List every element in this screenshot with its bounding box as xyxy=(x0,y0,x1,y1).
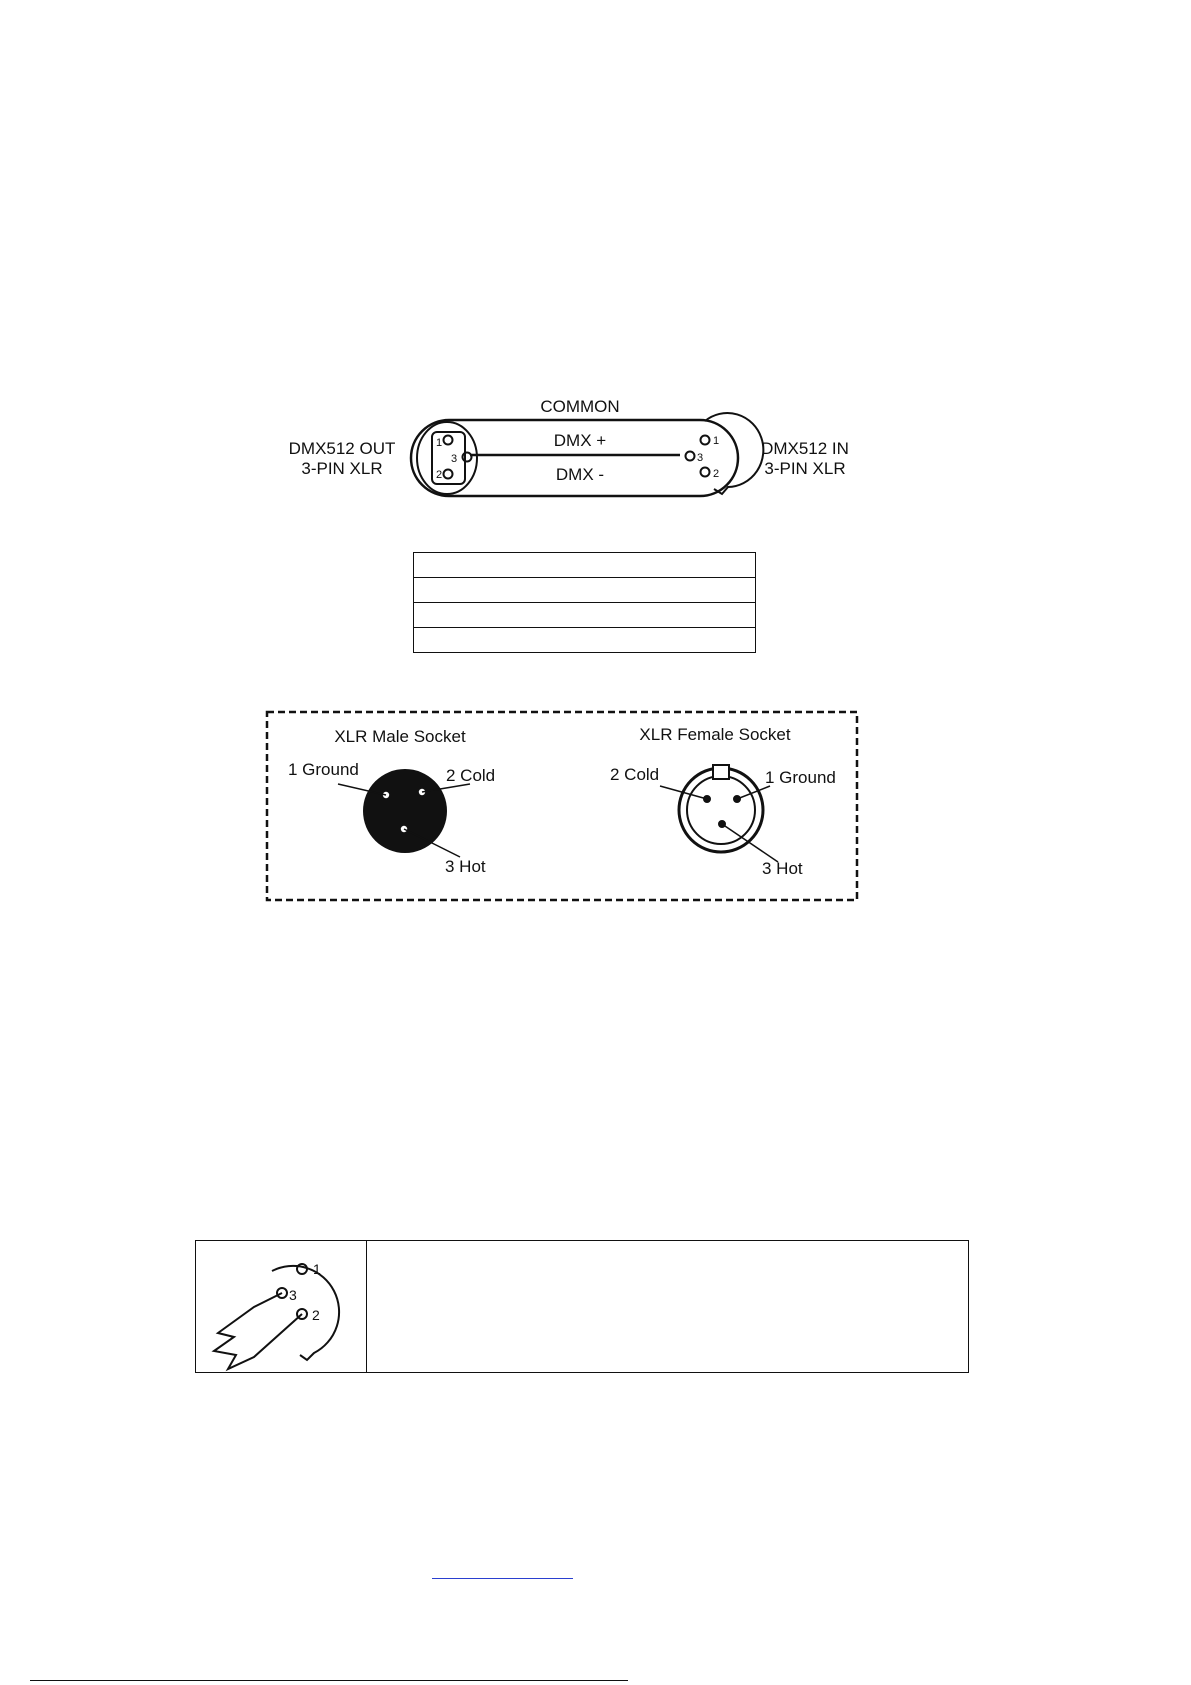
female-pin1-label: 1 Ground xyxy=(765,768,836,787)
table-row xyxy=(414,578,756,603)
table-row xyxy=(414,553,756,578)
male-socket-title: XLR Male Socket xyxy=(334,727,466,746)
out-pin-3: 3 xyxy=(451,453,458,465)
common-label: COMMON xyxy=(540,397,620,416)
in-connector-label-line2: 3-PIN XLR xyxy=(764,459,846,478)
in-pin-2: 2 xyxy=(713,468,720,480)
in-connector-label-line1: DMX512 IN xyxy=(761,439,849,458)
dmx-plus-label: DMX + xyxy=(553,431,607,450)
terminator-icon-cell xyxy=(196,1241,367,1372)
male-pin3-label: 3 Hot xyxy=(445,857,486,876)
male-pin1-label: 1 Ground xyxy=(288,760,359,779)
table-cell xyxy=(414,628,756,653)
xlr-terminator-icon xyxy=(196,1241,366,1372)
out-connector-label-line1: DMX512 OUT xyxy=(288,439,396,458)
footer-link-underline[interactable] xyxy=(432,1578,573,1579)
female-socket-title: XLR Female Socket xyxy=(639,725,791,744)
out-pin-1: 1 xyxy=(436,437,443,449)
table-cell xyxy=(414,578,756,603)
pin-table xyxy=(413,552,756,653)
terminator-pin-2: 2 xyxy=(312,1307,320,1323)
table-cell xyxy=(414,553,756,578)
female-socket xyxy=(660,765,778,862)
out-connector-label-line2: 3-PIN XLR xyxy=(301,459,383,478)
terminator-description xyxy=(367,1241,968,1372)
out-pin-2: 2 xyxy=(436,469,443,481)
terminator-box xyxy=(195,1240,969,1373)
table-row xyxy=(414,628,756,653)
table-row xyxy=(414,603,756,628)
male-pin2-label: 2 Cold xyxy=(446,766,496,785)
footer-rule xyxy=(30,1680,628,1681)
terminator-pin-1: 1 xyxy=(313,1261,321,1277)
in-pin-3: 3 xyxy=(697,452,704,464)
table-cell xyxy=(414,603,756,628)
out-connector xyxy=(417,422,477,494)
female-pin3-label: 3 Hot xyxy=(762,859,803,878)
terminator-pin-3: 3 xyxy=(289,1287,297,1303)
female-pin2-label: 2 Cold xyxy=(610,765,660,784)
in-pin-1: 1 xyxy=(713,435,720,447)
dmx-minus-label: DMX - xyxy=(555,465,605,484)
